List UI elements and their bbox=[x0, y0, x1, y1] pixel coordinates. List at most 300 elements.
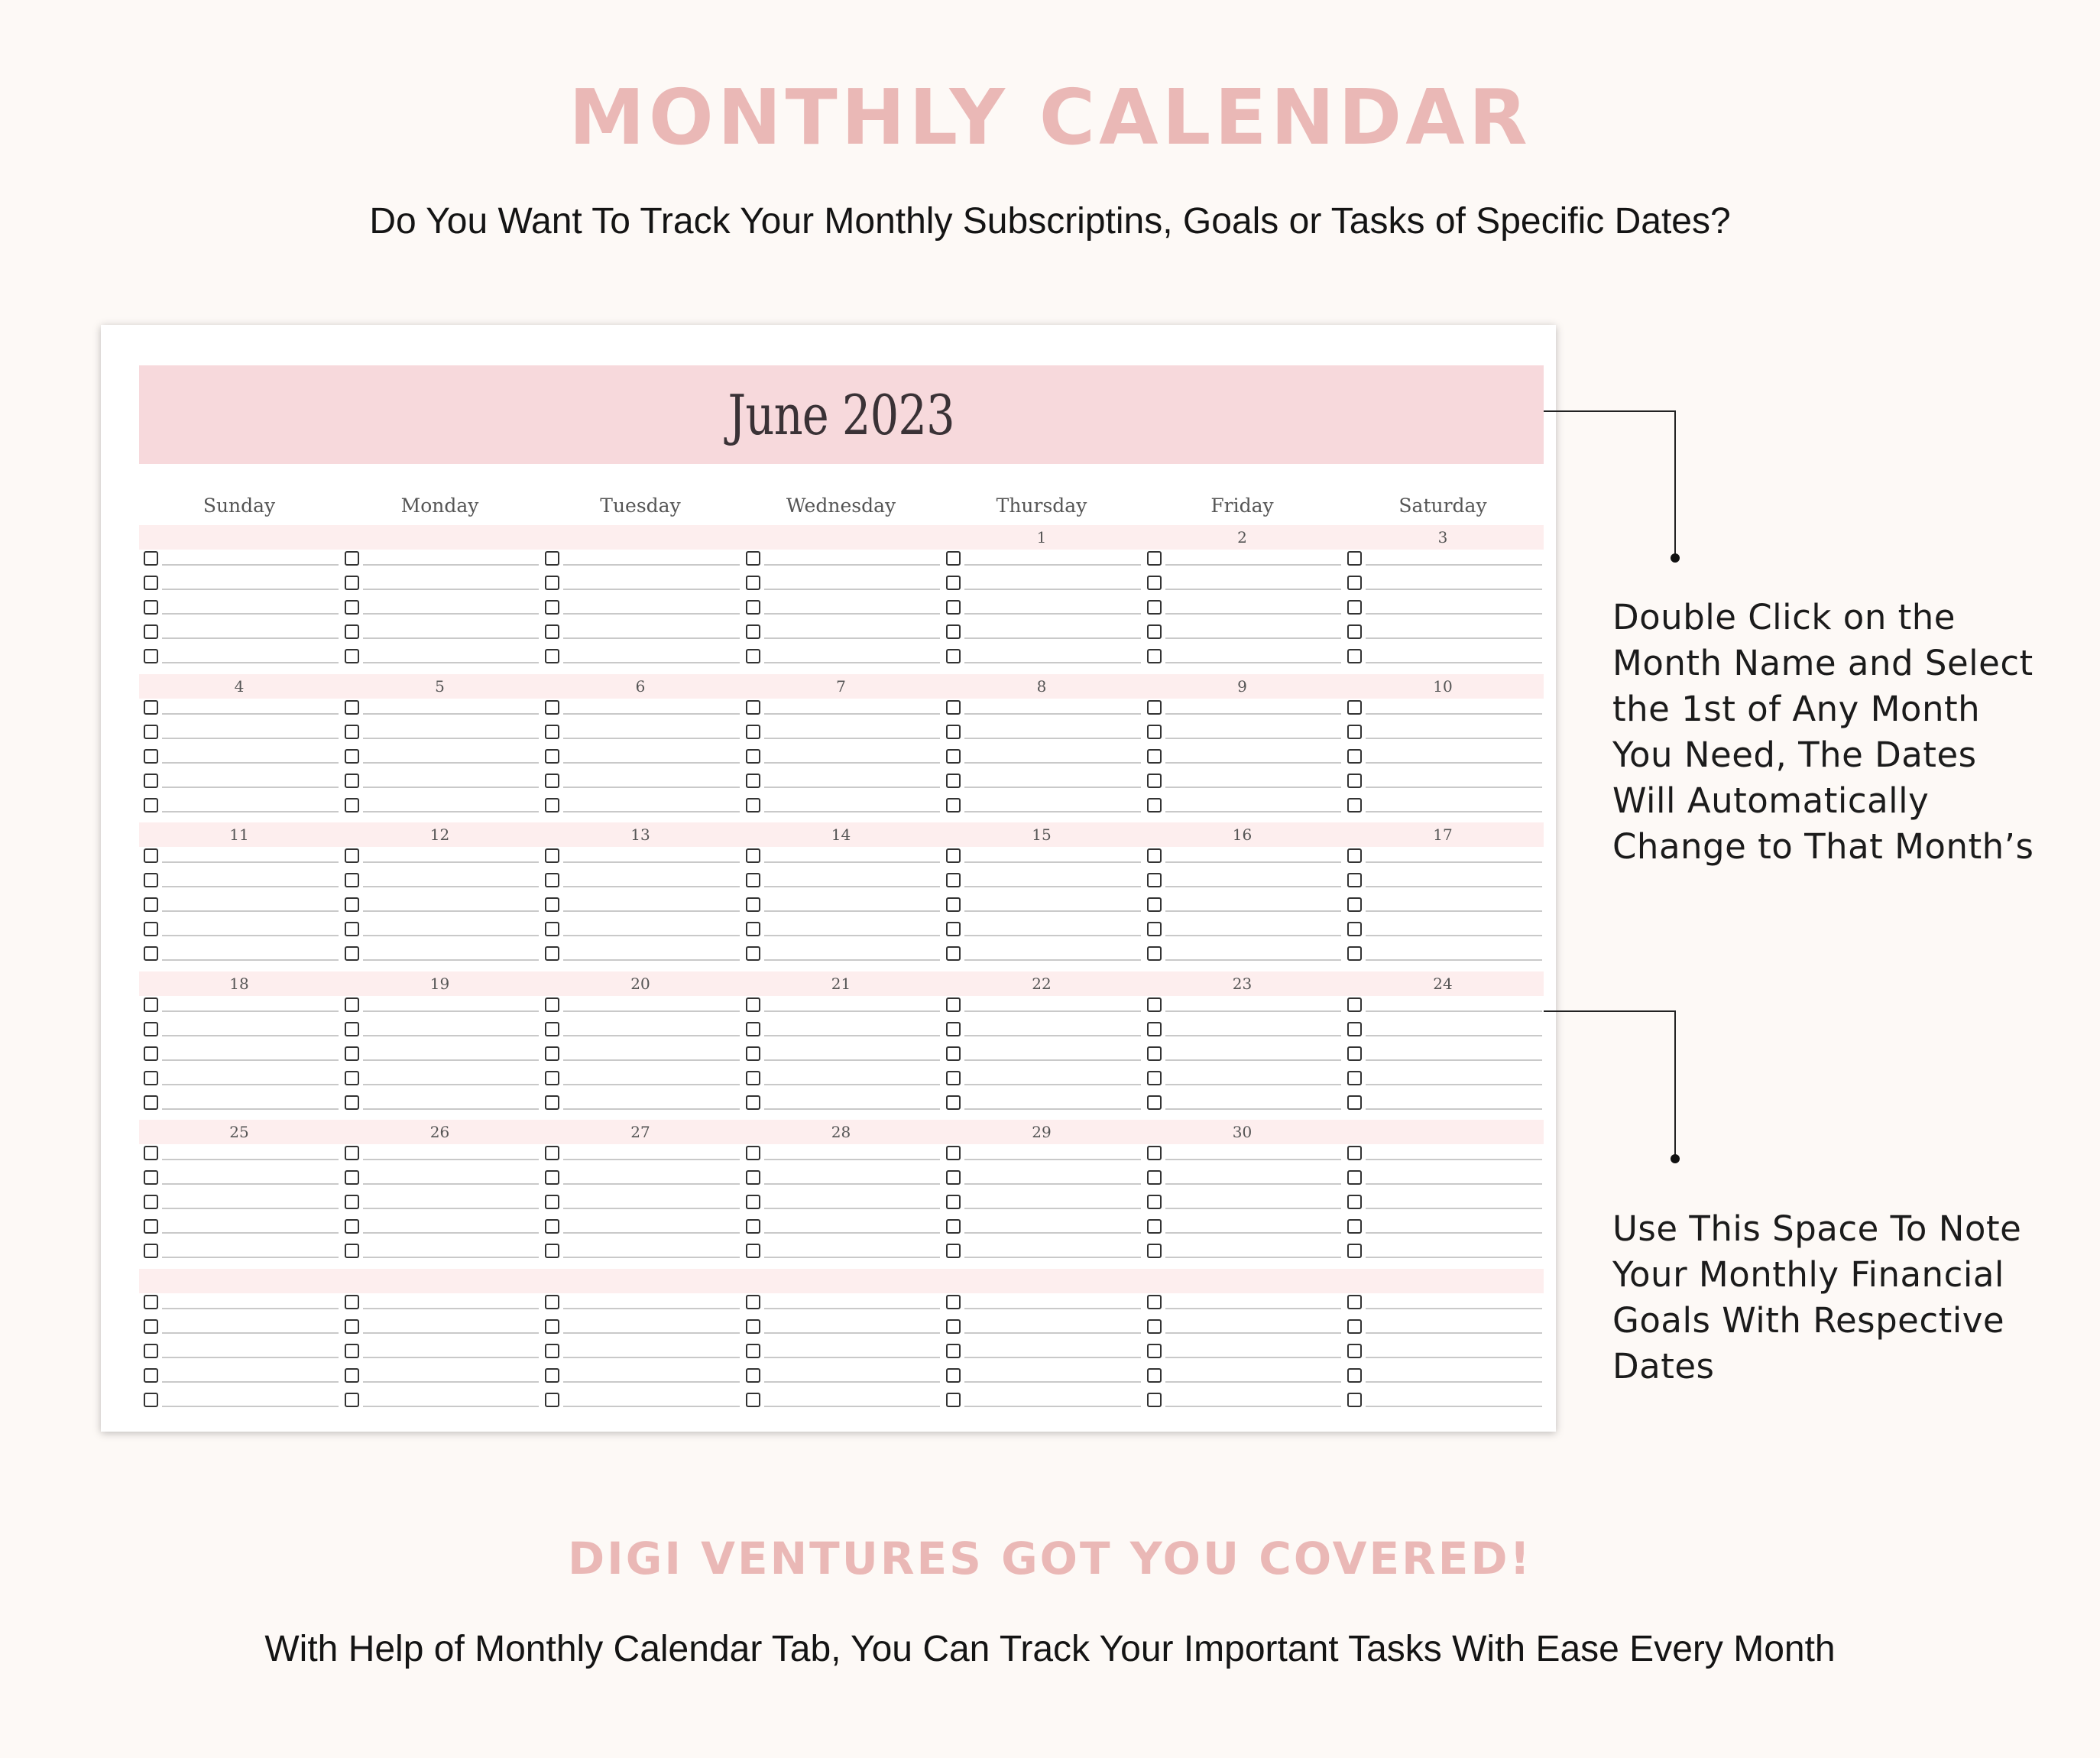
task-line[interactable] bbox=[1165, 1308, 1342, 1309]
task-line[interactable] bbox=[1165, 1357, 1342, 1358]
task-line[interactable] bbox=[1165, 1108, 1342, 1110]
task-line[interactable] bbox=[1366, 1208, 1542, 1209]
task-line[interactable] bbox=[563, 564, 740, 566]
task-line[interactable] bbox=[764, 1084, 941, 1085]
task-checkbox[interactable] bbox=[1147, 1046, 1162, 1061]
task-checkbox[interactable] bbox=[545, 649, 559, 663]
task-checkbox[interactable] bbox=[946, 1195, 961, 1209]
task-line[interactable] bbox=[1366, 1308, 1542, 1309]
task-checkbox[interactable] bbox=[144, 624, 158, 639]
task-line[interactable] bbox=[363, 589, 540, 590]
task-checkbox[interactable] bbox=[1147, 1071, 1162, 1085]
task-line[interactable] bbox=[363, 762, 540, 764]
task-line[interactable] bbox=[1165, 787, 1342, 788]
task-line[interactable] bbox=[162, 564, 339, 566]
task-line[interactable] bbox=[1366, 1381, 1542, 1383]
task-checkbox[interactable] bbox=[946, 576, 961, 590]
task-checkbox[interactable] bbox=[144, 1195, 158, 1209]
task-checkbox[interactable] bbox=[1347, 1195, 1362, 1209]
task-checkbox[interactable] bbox=[1347, 600, 1362, 615]
task-checkbox[interactable] bbox=[144, 1319, 158, 1334]
task-line[interactable] bbox=[1366, 935, 1542, 936]
task-line[interactable] bbox=[563, 910, 740, 912]
task-checkbox[interactable] bbox=[1347, 1344, 1362, 1358]
task-line[interactable] bbox=[162, 1406, 339, 1407]
task-line[interactable] bbox=[1366, 762, 1542, 764]
task-checkbox[interactable] bbox=[946, 1368, 961, 1383]
task-line[interactable] bbox=[563, 1208, 740, 1209]
task-line[interactable] bbox=[563, 1232, 740, 1234]
task-line[interactable] bbox=[764, 613, 941, 615]
task-checkbox[interactable] bbox=[1347, 725, 1362, 739]
task-checkbox[interactable] bbox=[144, 600, 158, 615]
task-line[interactable] bbox=[764, 1406, 941, 1407]
task-line[interactable] bbox=[764, 787, 941, 788]
task-line[interactable] bbox=[563, 935, 740, 936]
task-checkbox[interactable] bbox=[1147, 1022, 1162, 1036]
task-checkbox[interactable] bbox=[746, 1319, 760, 1334]
task-checkbox[interactable] bbox=[144, 1344, 158, 1358]
task-checkbox[interactable] bbox=[545, 700, 559, 715]
task-line[interactable] bbox=[363, 787, 540, 788]
task-checkbox[interactable] bbox=[946, 848, 961, 863]
task-checkbox[interactable] bbox=[946, 774, 961, 788]
task-line[interactable] bbox=[764, 1159, 941, 1160]
task-checkbox[interactable] bbox=[144, 700, 158, 715]
task-checkbox[interactable] bbox=[345, 700, 359, 715]
task-line[interactable] bbox=[563, 861, 740, 863]
task-checkbox[interactable] bbox=[345, 1319, 359, 1334]
task-checkbox[interactable] bbox=[746, 1170, 760, 1185]
task-line[interactable] bbox=[563, 738, 740, 739]
task-checkbox[interactable] bbox=[545, 600, 559, 615]
task-checkbox[interactable] bbox=[144, 1368, 158, 1383]
task-line[interactable] bbox=[363, 613, 540, 615]
task-checkbox[interactable] bbox=[144, 897, 158, 912]
task-line[interactable] bbox=[1165, 1059, 1342, 1061]
task-line[interactable] bbox=[764, 589, 941, 590]
task-line[interactable] bbox=[1366, 1059, 1542, 1061]
task-line[interactable] bbox=[1366, 589, 1542, 590]
task-checkbox[interactable] bbox=[345, 798, 359, 813]
task-checkbox[interactable] bbox=[144, 798, 158, 813]
task-checkbox[interactable] bbox=[746, 576, 760, 590]
task-checkbox[interactable] bbox=[1347, 551, 1362, 566]
task-checkbox[interactable] bbox=[144, 576, 158, 590]
task-line[interactable] bbox=[964, 1357, 1141, 1358]
task-checkbox[interactable] bbox=[345, 1071, 359, 1085]
task-checkbox[interactable] bbox=[746, 873, 760, 887]
task-line[interactable] bbox=[964, 1159, 1141, 1160]
task-checkbox[interactable] bbox=[1147, 551, 1162, 566]
task-line[interactable] bbox=[363, 811, 540, 813]
task-checkbox[interactable] bbox=[1147, 725, 1162, 739]
task-line[interactable] bbox=[764, 959, 941, 961]
task-line[interactable] bbox=[563, 662, 740, 663]
task-checkbox[interactable] bbox=[545, 1319, 559, 1334]
task-checkbox[interactable] bbox=[1347, 774, 1362, 788]
task-line[interactable] bbox=[363, 1406, 540, 1407]
task-checkbox[interactable] bbox=[746, 1071, 760, 1085]
task-line[interactable] bbox=[764, 861, 941, 863]
task-checkbox[interactable] bbox=[545, 551, 559, 566]
task-line[interactable] bbox=[964, 861, 1141, 863]
task-line[interactable] bbox=[964, 1108, 1141, 1110]
task-line[interactable] bbox=[764, 935, 941, 936]
task-checkbox[interactable] bbox=[545, 1295, 559, 1309]
task-checkbox[interactable] bbox=[545, 725, 559, 739]
task-line[interactable] bbox=[964, 787, 1141, 788]
task-checkbox[interactable] bbox=[345, 1219, 359, 1234]
task-line[interactable] bbox=[964, 1257, 1141, 1258]
task-checkbox[interactable] bbox=[345, 873, 359, 887]
task-line[interactable] bbox=[563, 1381, 740, 1383]
task-checkbox[interactable] bbox=[144, 848, 158, 863]
task-line[interactable] bbox=[964, 1308, 1141, 1309]
task-line[interactable] bbox=[363, 713, 540, 715]
task-line[interactable] bbox=[1165, 1332, 1342, 1334]
task-line[interactable] bbox=[1165, 564, 1342, 566]
task-checkbox[interactable] bbox=[1347, 1219, 1362, 1234]
task-line[interactable] bbox=[162, 1257, 339, 1258]
task-line[interactable] bbox=[1366, 861, 1542, 863]
task-line[interactable] bbox=[764, 564, 941, 566]
task-checkbox[interactable] bbox=[345, 848, 359, 863]
task-line[interactable] bbox=[363, 1232, 540, 1234]
task-line[interactable] bbox=[964, 1183, 1141, 1185]
task-line[interactable] bbox=[1366, 1183, 1542, 1185]
task-checkbox[interactable] bbox=[545, 749, 559, 764]
task-line[interactable] bbox=[1366, 738, 1542, 739]
task-checkbox[interactable] bbox=[1147, 1319, 1162, 1334]
task-checkbox[interactable] bbox=[345, 649, 359, 663]
task-line[interactable] bbox=[563, 811, 740, 813]
task-line[interactable] bbox=[162, 1035, 339, 1036]
task-line[interactable] bbox=[162, 1159, 339, 1160]
task-checkbox[interactable] bbox=[545, 1344, 559, 1358]
task-line[interactable] bbox=[563, 1183, 740, 1185]
task-line[interactable] bbox=[764, 1357, 941, 1358]
task-line[interactable] bbox=[1366, 1257, 1542, 1258]
task-checkbox[interactable] bbox=[144, 725, 158, 739]
task-line[interactable] bbox=[764, 811, 941, 813]
task-line[interactable] bbox=[162, 1232, 339, 1234]
task-checkbox[interactable] bbox=[746, 848, 760, 863]
task-line[interactable] bbox=[563, 787, 740, 788]
task-line[interactable] bbox=[363, 1183, 540, 1185]
task-checkbox[interactable] bbox=[144, 997, 158, 1012]
task-checkbox[interactable] bbox=[946, 1046, 961, 1061]
task-checkbox[interactable] bbox=[946, 725, 961, 739]
task-checkbox[interactable] bbox=[746, 649, 760, 663]
task-line[interactable] bbox=[1366, 886, 1542, 887]
task-checkbox[interactable] bbox=[345, 922, 359, 936]
task-checkbox[interactable] bbox=[1147, 1095, 1162, 1110]
task-checkbox[interactable] bbox=[946, 897, 961, 912]
task-line[interactable] bbox=[363, 1084, 540, 1085]
task-line[interactable] bbox=[964, 662, 1141, 663]
task-line[interactable] bbox=[1366, 662, 1542, 663]
task-checkbox[interactable] bbox=[144, 1219, 158, 1234]
task-line[interactable] bbox=[1366, 811, 1542, 813]
task-checkbox[interactable] bbox=[144, 1393, 158, 1407]
task-line[interactable] bbox=[363, 1010, 540, 1012]
task-checkbox[interactable] bbox=[1347, 1095, 1362, 1110]
task-line[interactable] bbox=[1165, 910, 1342, 912]
task-line[interactable] bbox=[964, 886, 1141, 887]
task-checkbox[interactable] bbox=[746, 1244, 760, 1258]
task-line[interactable] bbox=[363, 738, 540, 739]
task-checkbox[interactable] bbox=[1147, 922, 1162, 936]
task-line[interactable] bbox=[1366, 713, 1542, 715]
task-line[interactable] bbox=[764, 1332, 941, 1334]
task-line[interactable] bbox=[563, 886, 740, 887]
task-line[interactable] bbox=[162, 1332, 339, 1334]
task-checkbox[interactable] bbox=[746, 624, 760, 639]
task-line[interactable] bbox=[563, 1308, 740, 1309]
task-checkbox[interactable] bbox=[144, 1244, 158, 1258]
task-line[interactable] bbox=[1366, 1406, 1542, 1407]
task-checkbox[interactable] bbox=[946, 700, 961, 715]
task-line[interactable] bbox=[1366, 564, 1542, 566]
task-line[interactable] bbox=[162, 959, 339, 961]
task-line[interactable] bbox=[1366, 613, 1542, 615]
task-line[interactable] bbox=[162, 637, 339, 639]
task-line[interactable] bbox=[764, 1108, 941, 1110]
task-line[interactable] bbox=[964, 1208, 1141, 1209]
task-line[interactable] bbox=[162, 935, 339, 936]
task-checkbox[interactable] bbox=[144, 551, 158, 566]
task-line[interactable] bbox=[1165, 1406, 1342, 1407]
task-checkbox[interactable] bbox=[144, 1071, 158, 1085]
task-line[interactable] bbox=[964, 959, 1141, 961]
task-checkbox[interactable] bbox=[345, 1344, 359, 1358]
task-checkbox[interactable] bbox=[746, 1146, 760, 1160]
task-checkbox[interactable] bbox=[545, 997, 559, 1012]
task-line[interactable] bbox=[764, 1257, 941, 1258]
task-checkbox[interactable] bbox=[1147, 1368, 1162, 1383]
task-checkbox[interactable] bbox=[144, 1022, 158, 1036]
task-checkbox[interactable] bbox=[1347, 576, 1362, 590]
task-line[interactable] bbox=[563, 1084, 740, 1085]
task-line[interactable] bbox=[563, 959, 740, 961]
task-line[interactable] bbox=[764, 1010, 941, 1012]
task-checkbox[interactable] bbox=[545, 1022, 559, 1036]
task-line[interactable] bbox=[1366, 1159, 1542, 1160]
task-line[interactable] bbox=[764, 762, 941, 764]
task-line[interactable] bbox=[162, 738, 339, 739]
task-line[interactable] bbox=[964, 1059, 1141, 1061]
task-line[interactable] bbox=[162, 1084, 339, 1085]
task-line[interactable] bbox=[363, 1208, 540, 1209]
task-line[interactable] bbox=[162, 589, 339, 590]
task-line[interactable] bbox=[1165, 1010, 1342, 1012]
task-checkbox[interactable] bbox=[545, 1195, 559, 1209]
task-checkbox[interactable] bbox=[1347, 873, 1362, 887]
task-checkbox[interactable] bbox=[345, 946, 359, 961]
task-line[interactable] bbox=[1366, 1357, 1542, 1358]
task-line[interactable] bbox=[162, 787, 339, 788]
task-checkbox[interactable] bbox=[746, 774, 760, 788]
task-checkbox[interactable] bbox=[746, 749, 760, 764]
task-line[interactable] bbox=[964, 713, 1141, 715]
task-checkbox[interactable] bbox=[1147, 649, 1162, 663]
task-checkbox[interactable] bbox=[1147, 1219, 1162, 1234]
task-line[interactable] bbox=[1165, 1257, 1342, 1258]
task-checkbox[interactable] bbox=[545, 946, 559, 961]
task-line[interactable] bbox=[964, 564, 1141, 566]
task-line[interactable] bbox=[764, 1035, 941, 1036]
task-line[interactable] bbox=[563, 1035, 740, 1036]
task-line[interactable] bbox=[563, 1357, 740, 1358]
task-line[interactable] bbox=[363, 935, 540, 936]
task-line[interactable] bbox=[162, 662, 339, 663]
task-checkbox[interactable] bbox=[1147, 1146, 1162, 1160]
task-checkbox[interactable] bbox=[345, 1368, 359, 1383]
task-line[interactable] bbox=[162, 910, 339, 912]
task-checkbox[interactable] bbox=[345, 551, 359, 566]
task-line[interactable] bbox=[964, 1332, 1141, 1334]
task-line[interactable] bbox=[764, 662, 941, 663]
task-line[interactable] bbox=[363, 1159, 540, 1160]
task-checkbox[interactable] bbox=[1347, 848, 1362, 863]
task-line[interactable] bbox=[563, 589, 740, 590]
task-line[interactable] bbox=[1165, 1208, 1342, 1209]
task-checkbox[interactable] bbox=[1347, 1244, 1362, 1258]
task-checkbox[interactable] bbox=[545, 798, 559, 813]
task-line[interactable] bbox=[563, 613, 740, 615]
task-line[interactable] bbox=[764, 1232, 941, 1234]
task-checkbox[interactable] bbox=[746, 700, 760, 715]
task-line[interactable] bbox=[162, 1010, 339, 1012]
task-checkbox[interactable] bbox=[746, 1368, 760, 1383]
task-checkbox[interactable] bbox=[946, 1344, 961, 1358]
task-checkbox[interactable] bbox=[946, 1170, 961, 1185]
task-checkbox[interactable] bbox=[1347, 624, 1362, 639]
task-checkbox[interactable] bbox=[946, 997, 961, 1012]
task-checkbox[interactable] bbox=[345, 600, 359, 615]
task-checkbox[interactable] bbox=[1347, 897, 1362, 912]
task-checkbox[interactable] bbox=[746, 600, 760, 615]
task-checkbox[interactable] bbox=[345, 1022, 359, 1036]
task-line[interactable] bbox=[563, 1108, 740, 1110]
task-line[interactable] bbox=[764, 713, 941, 715]
task-checkbox[interactable] bbox=[345, 1146, 359, 1160]
task-checkbox[interactable] bbox=[345, 1393, 359, 1407]
task-line[interactable] bbox=[1165, 811, 1342, 813]
task-checkbox[interactable] bbox=[144, 1295, 158, 1309]
task-checkbox[interactable] bbox=[746, 997, 760, 1012]
task-checkbox[interactable] bbox=[1147, 997, 1162, 1012]
task-line[interactable] bbox=[162, 886, 339, 887]
task-line[interactable] bbox=[764, 1208, 941, 1209]
task-line[interactable] bbox=[1366, 1232, 1542, 1234]
task-line[interactable] bbox=[363, 910, 540, 912]
task-line[interactable] bbox=[363, 861, 540, 863]
task-line[interactable] bbox=[964, 1406, 1141, 1407]
month-header[interactable] bbox=[139, 365, 1544, 464]
task-line[interactable] bbox=[964, 1010, 1141, 1012]
task-line[interactable] bbox=[764, 1183, 941, 1185]
task-line[interactable] bbox=[964, 613, 1141, 615]
task-checkbox[interactable] bbox=[1347, 1368, 1362, 1383]
task-checkbox[interactable] bbox=[946, 873, 961, 887]
task-line[interactable] bbox=[1165, 1381, 1342, 1383]
task-checkbox[interactable] bbox=[946, 1071, 961, 1085]
task-checkbox[interactable] bbox=[746, 798, 760, 813]
task-line[interactable] bbox=[1165, 935, 1342, 936]
task-checkbox[interactable] bbox=[545, 897, 559, 912]
task-line[interactable] bbox=[964, 589, 1141, 590]
task-checkbox[interactable] bbox=[1147, 774, 1162, 788]
task-checkbox[interactable] bbox=[946, 798, 961, 813]
task-checkbox[interactable] bbox=[345, 1195, 359, 1209]
task-checkbox[interactable] bbox=[946, 1393, 961, 1407]
task-checkbox[interactable] bbox=[144, 1095, 158, 1110]
task-checkbox[interactable] bbox=[144, 922, 158, 936]
task-checkbox[interactable] bbox=[545, 1170, 559, 1185]
task-checkbox[interactable] bbox=[946, 922, 961, 936]
task-checkbox[interactable] bbox=[746, 1344, 760, 1358]
task-line[interactable] bbox=[363, 637, 540, 639]
task-checkbox[interactable] bbox=[545, 774, 559, 788]
task-checkbox[interactable] bbox=[746, 1046, 760, 1061]
task-checkbox[interactable] bbox=[345, 774, 359, 788]
task-line[interactable] bbox=[363, 1035, 540, 1036]
task-line[interactable] bbox=[1165, 738, 1342, 739]
task-line[interactable] bbox=[1366, 1084, 1542, 1085]
task-line[interactable] bbox=[764, 1381, 941, 1383]
task-line[interactable] bbox=[363, 662, 540, 663]
task-checkbox[interactable] bbox=[545, 1219, 559, 1234]
task-line[interactable] bbox=[1366, 1108, 1542, 1110]
task-line[interactable] bbox=[1165, 959, 1342, 961]
task-checkbox[interactable] bbox=[1147, 1295, 1162, 1309]
task-checkbox[interactable] bbox=[345, 1046, 359, 1061]
task-checkbox[interactable] bbox=[144, 649, 158, 663]
task-checkbox[interactable] bbox=[746, 1095, 760, 1110]
task-line[interactable] bbox=[563, 1059, 740, 1061]
task-checkbox[interactable] bbox=[946, 1319, 961, 1334]
task-checkbox[interactable] bbox=[946, 1219, 961, 1234]
task-checkbox[interactable] bbox=[345, 624, 359, 639]
task-checkbox[interactable] bbox=[1147, 576, 1162, 590]
task-line[interactable] bbox=[363, 886, 540, 887]
task-checkbox[interactable] bbox=[946, 551, 961, 566]
task-checkbox[interactable] bbox=[345, 749, 359, 764]
task-line[interactable] bbox=[162, 1308, 339, 1309]
task-line[interactable] bbox=[1165, 1035, 1342, 1036]
task-checkbox[interactable] bbox=[746, 922, 760, 936]
task-line[interactable] bbox=[162, 861, 339, 863]
task-checkbox[interactable] bbox=[746, 1295, 760, 1309]
task-checkbox[interactable] bbox=[545, 576, 559, 590]
task-line[interactable] bbox=[162, 1208, 339, 1209]
task-checkbox[interactable] bbox=[1147, 798, 1162, 813]
task-checkbox[interactable] bbox=[1147, 700, 1162, 715]
task-checkbox[interactable] bbox=[1147, 873, 1162, 887]
task-line[interactable] bbox=[563, 1010, 740, 1012]
task-line[interactable] bbox=[162, 811, 339, 813]
task-checkbox[interactable] bbox=[946, 600, 961, 615]
task-checkbox[interactable] bbox=[144, 1146, 158, 1160]
task-checkbox[interactable] bbox=[545, 624, 559, 639]
task-checkbox[interactable] bbox=[345, 725, 359, 739]
task-checkbox[interactable] bbox=[946, 1095, 961, 1110]
task-checkbox[interactable] bbox=[1347, 1022, 1362, 1036]
task-checkbox[interactable] bbox=[1147, 946, 1162, 961]
task-line[interactable] bbox=[363, 1357, 540, 1358]
